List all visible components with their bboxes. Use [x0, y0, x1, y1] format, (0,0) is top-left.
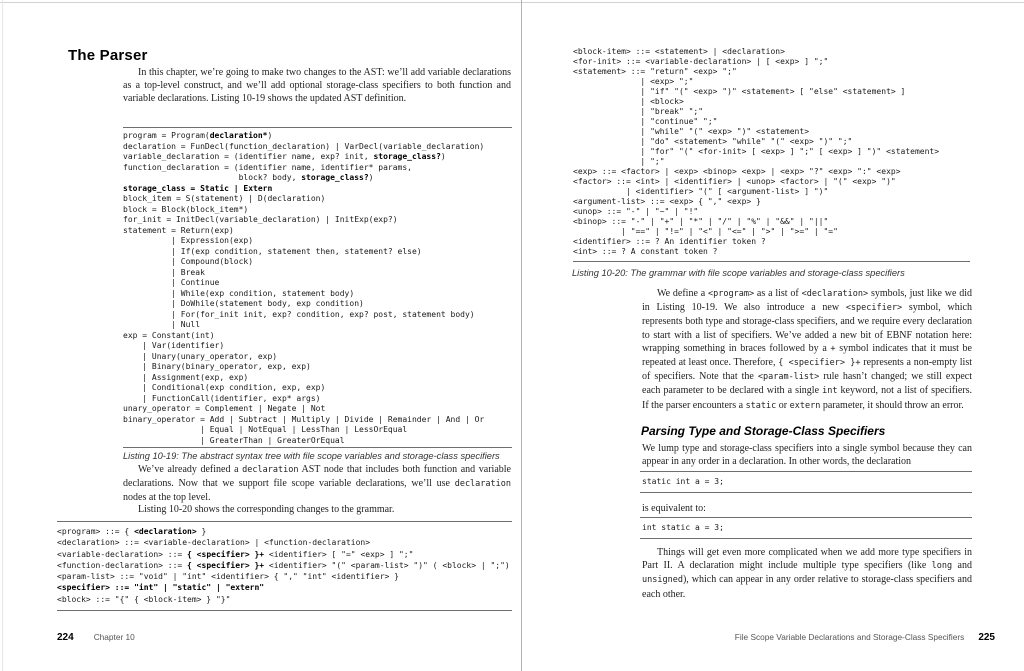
top-edge-line	[0, 2, 1024, 3]
paragraph-lump-specifiers: We lump type and storage-class specifiers into a single symbol because they can appear in any order in a declaration. In other words, the declaration	[642, 443, 972, 468]
paragraph-declaration-node: We’ve already defined a declaration AST node that includes both function and variable declarations. Now that we support file scope variable declarations, we’ll use declaration nodes at the top level.	[123, 464, 511, 504]
listing-10-20-code-part2: <block-item> ::= <statement> | <declaration> <for-init> ::= <variable-declaration> | [ <exp> ] ";" <statement> ::= "return" <exp> ";" | <exp> ";" | "if" "(" <exp> ")" <statement> [ "else" <statement> ] | <block> | "break" ";" | "continue" ";" | "while" "(" <exp> ")" <statement> | "do" <statement> "while" "(" <exp> ")" ";" | "for" "(" <for-init> [ <exp> ] ";" [ <exp> ] ")" <statement> | ";" <exp> ::= <factor> | <exp> <binop> <exp> | <exp> "?" <exp> ":" <exp> <factor> ::= <int> | <identifier> | <unop> <factor> | "(" <exp> ")" | <identifier> "(" [ <argument-list> ] ")" <argument-list> ::= <exp> { "," <exp> } <unop> ::= "-" | "~" | "!" <binop> ::= "-" | "+" | "*" | "/" | "%" | "&&" | "||" | "==" | "!=" | "<" | "<=" | ">" | ">=" | "=" <identifier> ::= ? An identifier token ? <int> ::= ? A constant token ?	[573, 47, 940, 256]
subsection-heading: Parsing Type and Storage-Class Specifiers	[641, 424, 886, 438]
listing-rule	[123, 447, 512, 448]
right-page-footer	[670, 632, 995, 643]
page-number: 225	[978, 632, 995, 643]
page-gutter-divider	[521, 0, 522, 671]
code-snippet-int-static	[640, 517, 972, 539]
code-int-static-text: int static a = 3;	[642, 523, 724, 532]
listing-rule	[57, 610, 512, 611]
left-edge-line	[2, 0, 3, 671]
equivalent-label	[642, 502, 972, 515]
listing-rule	[57, 521, 512, 522]
section-footer-label: File Scope Variable Declarations and Storage-Class Specifiers	[734, 632, 965, 642]
paragraph-more-specifiers: Things will get even more complicated when we add more type specifiers in Part II. A declaration might include multiple type specifiers (like long and unsigned), which can appear in any order relative to storage-class specifiers and each other.	[642, 547, 972, 600]
equivalent-label-text: is equivalent to:	[642, 503, 706, 514]
listing-10-20-caption: Listing 10-20: The grammar with file scope variables and storage-class specifiers	[572, 268, 905, 278]
left-page-footer	[57, 632, 357, 643]
listing-rule	[123, 127, 512, 128]
listing-10-19-code: program = Program(declaration*) declaration = FunDecl(function_declaration) | VarDecl(variable_declaration) variable_declaration = (identifier name, exp? init, storage_class?) function_declaration = (identifier name, identifier* params, block? body, storage_class?) storage_class = Static | Extern block_item = S(statement) | D(declaration) block = Block(block_item*) for_init = InitDecl(variable_declaration) | InitExp(exp?) statement = Return(exp) | Expression(exp) | If(exp condition, statement then, statement? else) | Compound(block) | Break | Continue | While(exp condition, statement body) | DoWhile(statement body, exp condition) | For(for_init init, exp? condition, exp? post, statement body) | Null exp = Constant(int) | Var(identifier) | Unary(unary_operator, exp) | Binary(binary_operator, exp, exp) | Assignment(exp, exp) | Conditional(exp condition, exp, exp) | FunctionCall(identifier, exp* args) unary_operator = Complement | Negate | Not binary_operator = Add | Subtract | Multiply | Divide | Remainder | And | Or | Equal | NotEqual | LessThan | LessOrEqual | GreaterThan | GreaterOrEqual	[123, 131, 485, 445]
paragraph-listing-1020-intro: Listing 10-20 shows the corresponding changes to the grammar.	[138, 504, 395, 515]
paragraph-define-program: We define a <program> as a list of <declaration> symbols, just like we did in Listing 10-19. We also introduce a new <specifier> symbol, which represents both type and storage-class specifiers, and we require every declaration to start with a list of specifiers. We’ve added a new bit of EBNF notation here: wrapping something in braces followed by a + symbol indicates that it must be repeated at least once. Therefore, { <specifier> }+ represents a non-empty list of specifiers. Note that the <param-list> rule hasn’t changed; we still expect each parameter to be declared with a single int keyword, not a list of specifiers. If the parser encounters a static or extern parameter, it should throw an error.	[642, 288, 973, 411]
section-heading: The Parser	[68, 47, 148, 64]
listing-10-20-code-part1: <program> ::= { <declaration> } <declaration> ::= <variable-declaration> | <function-declaration> <variable-declaration> ::= { <specifier> }+ <identifier> [ "=" <exp> ] ";" <function-declaration> ::= { <specifier> }+ <identifier> "(" <param-list> ")" ( <block> | ";") <param-list> ::= "void" | "int" <identifier> { "," "int" <identifier> } <specifier> ::= "int" | "static" | "extern" <block> ::= "{" { <block-item> } "}"	[57, 527, 510, 604]
chapter-label: Chapter 10	[93, 632, 135, 642]
listing-rule	[573, 261, 970, 262]
code-snippet-static-int	[640, 471, 972, 493]
page-number: 224	[57, 632, 74, 643]
intro-paragraph: In this chapter, we’re going to make two changes to the AST: we’ll add variable declarations as a top-level construct, and we’ll add optional storage-class specifiers to both function and variable declarations. Listing 10-19 shows the updated AST definition.	[123, 67, 511, 105]
code-static-int-text: static int a = 3;	[642, 477, 724, 486]
listing-10-19-caption: Listing 10-19: The abstract syntax tree with file scope variables and storage-class specifiers	[123, 451, 500, 461]
